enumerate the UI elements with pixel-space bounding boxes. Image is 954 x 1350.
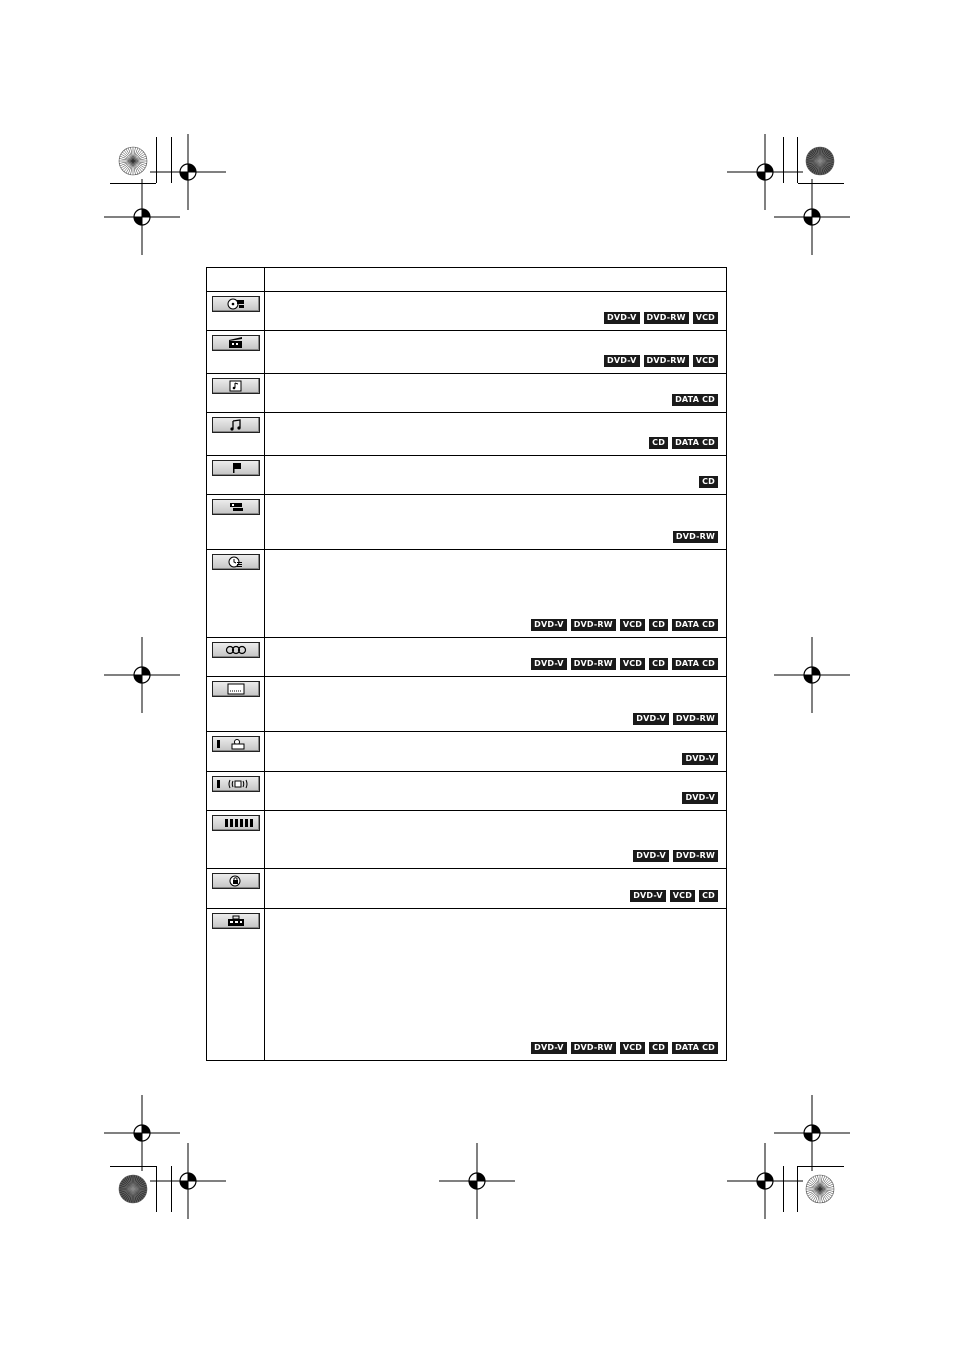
trim-line	[110, 1166, 156, 1167]
disc-badge: CD	[649, 619, 668, 631]
registration-crosshair	[772, 1093, 852, 1173]
disc-badge: DATA CD	[672, 437, 718, 449]
disc-badge: CD	[649, 437, 668, 449]
trim-line	[171, 1166, 172, 1212]
trim-line	[783, 137, 784, 183]
disc-badge: CD	[699, 890, 718, 902]
control-menu-table	[206, 267, 727, 1061]
registration-crosshair	[725, 132, 805, 212]
registration-crosshair	[772, 177, 852, 257]
disc-types	[265, 638, 726, 670]
disc-badge: VCD	[693, 312, 718, 324]
table-row	[207, 292, 727, 331]
disc-badge: DVD-RW	[644, 355, 689, 367]
disc-badge: DVD-RW	[571, 619, 616, 631]
lock-icon	[212, 873, 260, 889]
table-row	[207, 869, 727, 909]
disc-badge: DVD-RW	[571, 1042, 616, 1054]
disc-badge: CD	[699, 476, 718, 488]
flag-icon	[212, 460, 260, 476]
table-row	[207, 772, 727, 811]
disc-badge: DVD-RW	[571, 658, 616, 670]
surround-icon	[212, 776, 260, 792]
angle-icon	[212, 736, 260, 752]
registration-crosshair	[102, 177, 182, 257]
album-icon	[212, 378, 260, 394]
disc-title-icon	[212, 296, 260, 312]
trim-line	[171, 137, 172, 183]
registration-starburst	[118, 1174, 148, 1204]
table-row	[207, 677, 727, 732]
disc-badge: DVD-V	[630, 890, 666, 902]
trim-line	[798, 183, 844, 184]
disc-types	[265, 909, 726, 1054]
registration-starburst	[805, 1174, 835, 1204]
disc-types	[265, 677, 726, 725]
disc-badge: VCD	[620, 1042, 645, 1054]
disc-badge: DVD-V	[531, 658, 567, 670]
disc-badge: DVD-V	[604, 355, 640, 367]
disc-badge: DATA CD	[672, 1042, 718, 1054]
disc-types	[265, 292, 726, 324]
disc-types	[265, 772, 726, 804]
disc-badge: CD	[649, 658, 668, 670]
disc-badge: DVD-RW	[644, 312, 689, 324]
trim-line	[156, 137, 157, 183]
disc-badge: DVD-V	[633, 713, 669, 725]
disc-badge: VCD	[670, 890, 695, 902]
original-playlist-icon	[212, 499, 260, 515]
table-row	[207, 811, 727, 869]
trim-line	[798, 1166, 844, 1167]
registration-crosshair	[148, 1141, 228, 1221]
disc-badge: DVD-V	[604, 312, 640, 324]
header-description-cell	[265, 268, 727, 292]
disc-types	[265, 869, 726, 902]
disc-badge: DVD-RW	[673, 713, 718, 725]
disc-badge: DVD-V	[682, 792, 718, 804]
disc-badge: DVD-RW	[673, 850, 718, 862]
disc-badge: DATA CD	[672, 394, 718, 406]
table-row	[207, 550, 727, 638]
registration-starburst	[118, 146, 148, 176]
header-icon-cell	[207, 268, 265, 292]
table-row	[207, 909, 727, 1061]
registration-crosshair	[725, 1141, 805, 1221]
trim-line	[797, 137, 798, 183]
table-row	[207, 495, 727, 550]
disc-badge: CD	[649, 1042, 668, 1054]
clapperboard-icon	[212, 335, 260, 351]
disc-badge: DVD-V	[531, 1042, 567, 1054]
registration-crosshair	[772, 635, 852, 715]
subtitle-icon	[212, 681, 260, 697]
trim-line	[156, 1166, 157, 1212]
disc-badge: VCD	[693, 355, 718, 367]
disc-badge: VCD	[620, 619, 645, 631]
table-row	[207, 413, 727, 456]
disc-types	[265, 374, 726, 406]
disc-badge: DVD-V	[633, 850, 669, 862]
registration-crosshair	[437, 1141, 517, 1221]
disc-types	[265, 413, 726, 449]
trim-line	[797, 1166, 798, 1212]
trim-line	[110, 183, 156, 184]
disc-badge: DATA CD	[672, 658, 718, 670]
trim-line	[783, 1166, 784, 1212]
table-row	[207, 732, 727, 772]
table-row	[207, 374, 727, 413]
audio-icon	[212, 642, 260, 658]
sharpness-icon	[212, 815, 260, 831]
music-note-icon	[212, 417, 260, 433]
disc-badge: DVD-RW	[673, 531, 718, 543]
registration-starburst	[805, 146, 835, 176]
disc-types	[265, 811, 726, 862]
disc-types	[265, 495, 726, 543]
setup-toolbox-icon	[212, 913, 260, 929]
disc-types	[265, 456, 726, 488]
disc-badge: VCD	[620, 658, 645, 670]
registration-crosshair	[102, 1093, 182, 1173]
disc-types	[265, 331, 726, 367]
disc-types	[265, 550, 726, 631]
table-row	[207, 331, 727, 374]
time-text-icon	[212, 554, 260, 570]
registration-crosshair	[148, 132, 228, 212]
table-row	[207, 456, 727, 495]
disc-badge: DVD-V	[531, 619, 567, 631]
disc-badge: DATA CD	[672, 619, 718, 631]
table-row	[207, 638, 727, 677]
disc-badge: DVD-V	[682, 753, 718, 765]
registration-crosshair	[102, 635, 182, 715]
disc-types	[265, 732, 726, 765]
table-header-row	[207, 268, 727, 292]
